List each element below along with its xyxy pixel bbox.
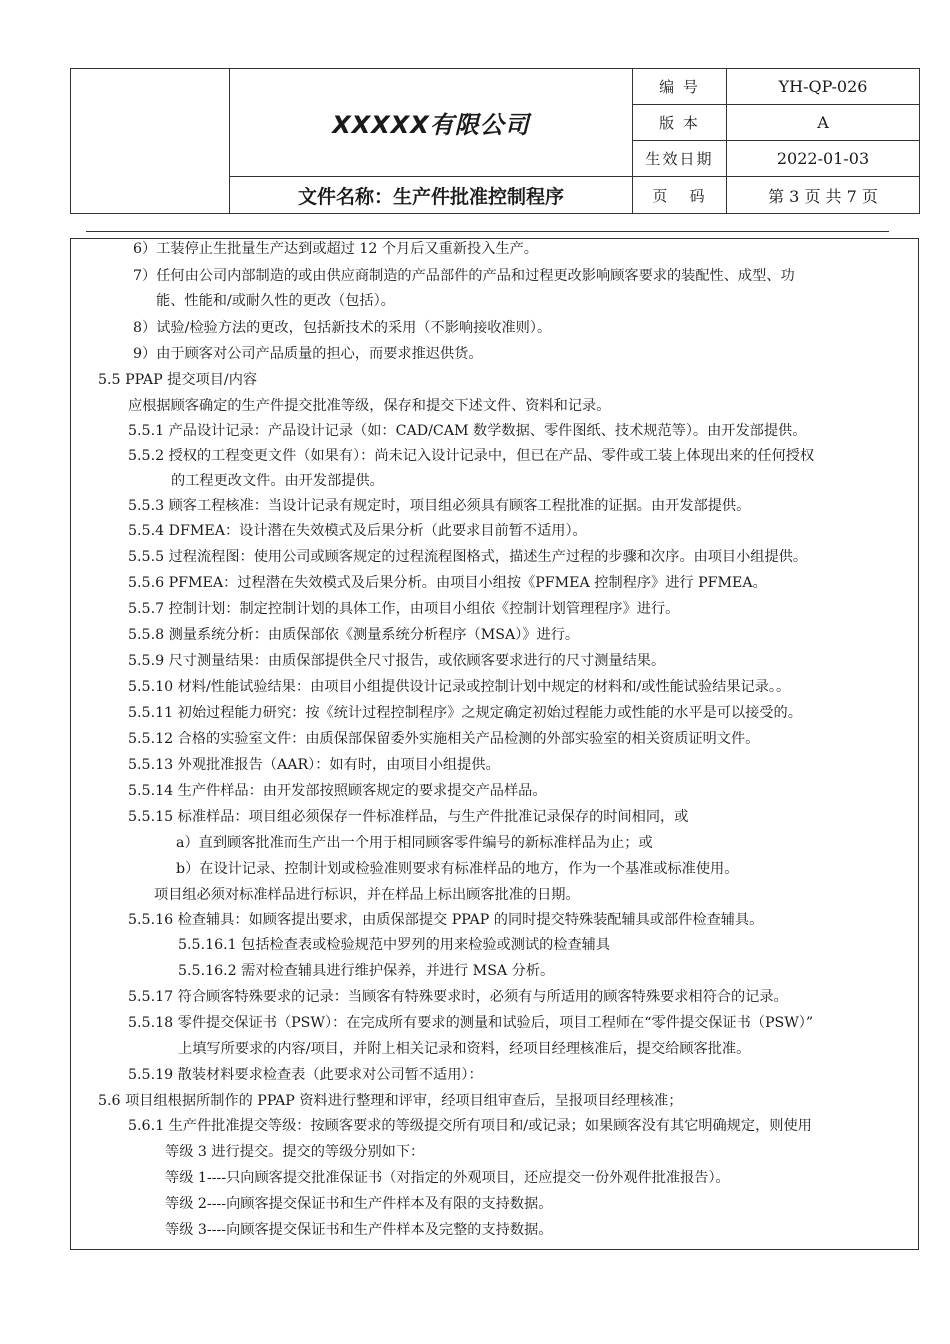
body-line: 应根据顾客确定的生产件提交批准等级，保存和提交下述文件、资料和记录。 [128, 398, 611, 414]
body-line: 5.5.9 尺寸测量结果：由质保部提供全尺寸报告，或依顾客要求进行的尺寸测量结果。 [128, 653, 666, 669]
header-logo-cell [71, 69, 230, 214]
version-value: A [727, 105, 920, 141]
body-line: 5.5.15 标准样品：项目组必须保存一件标准样品，与生产件批准记录保存的时间相同，或 [128, 809, 689, 825]
body-line: b）在设计记录、控制计划或检验准则要求有标准样品的地方，作为一个基准或标准使用。 [176, 861, 739, 877]
body-line: 6）工装停止生批量生产达到或超过 12 个月后又重新投入生产。 [133, 241, 538, 257]
body-line: 5.5.11 初始过程能力研究：按《统计过程控制程序》之规定确定初始过程能力或性能的水平是可以接受的。 [128, 705, 802, 721]
body-line: 5.5.3 顾客工程核准：当设计记录有规定时，项目组必须具有顾客工程批准的证据。由开发部提供。 [128, 498, 751, 514]
effective-date-label: 生效日期 [633, 141, 727, 177]
body-line: 等级 3 进行提交。提交的等级分别如下： [165, 1144, 425, 1160]
body-line: 5.5.16.2 需对检查辅具进行维护保养，并进行 MSA 分析。 [178, 963, 555, 979]
company-name: XXXXX有限公司 [230, 69, 633, 177]
body-line: 5.5.7 控制计划：制定控制计划的具体工作，由项目小组依《控制计划管理程序》进行。 [128, 601, 680, 617]
body-line: 等级 1----只向顾客提交批准保证书（对指定的外观项目，还应提交一份外观件批准报告）。 [165, 1170, 730, 1186]
header-separator-line [86, 231, 889, 232]
body-line: 等级 2----向顾客提交保证书和生产件样本及有限的支持数据。 [165, 1196, 553, 1212]
body-line: 7）任何由公司内部制造的或由供应商制造的产品部件的产品和过程更改影响顾客要求的装配性、成型、功 [133, 268, 795, 284]
body-line: 9）由于顾客对公司产品质量的担心，而要求推迟供货。 [133, 346, 483, 362]
body-line: 5.5.18 零件提交保证书（PSW）：在完成所有要求的测量和试验后，项目工程师在“零件提交保证书（PSW）” [128, 1015, 814, 1031]
page-label: 页 码 [633, 177, 727, 214]
doc-number-label: 编 号 [633, 69, 727, 105]
body-line: a）直到顾客批准而生产出一个用于相同顾客零件编号的新标准样品为止；或 [176, 835, 653, 851]
body-line: 5.5.16 检查辅具：如顾客提出要求，由质保部提交 PPAP 的同时提交特殊装配辅具或部件检查辅具。 [128, 912, 764, 928]
body-line: 5.5.2 授权的工程变更文件（如果有）：尚未记入设计记录中，但已在产品、零件或工装上体现出来的任何授权 [128, 448, 815, 464]
body-line: 5.5.14 生产件样品：由开发部按照顾客规定的要求提交产品样品。 [128, 783, 547, 799]
document-title: 文件名称：生产件批准控制程序 [230, 177, 633, 214]
body-line: 上填写所要求的内容/项目，并附上相关记录和资料，经项目经理核准后，提交给顾客批准。 [178, 1041, 751, 1057]
body-line: 的工程更改文件。由开发部提供。 [171, 473, 384, 489]
body-line: 5.5.1 产品设计记录：产品设计记录（如：CAD/CAM 数学数据、零件图纸、技术规范等）。由开发部提供。 [128, 423, 807, 439]
effective-date-value: 2022-01-03 [727, 141, 920, 177]
version-label: 版 本 [633, 105, 727, 141]
body-line: 等级 3----向顾客提交保证书和生产件样本及完整的支持数据。 [165, 1222, 553, 1238]
document-header-table [70, 68, 920, 214]
body-line: 5.5.19 散装材料要求检查表（此要求对公司暂不适用）： [128, 1067, 483, 1083]
body-line: 5.5.5 过程流程图：使用公司或顾客规定的过程流程图格式，描述生产过程的步骤和次序。由项目小组提供。 [128, 549, 808, 565]
doc-number-value: YH-QP-026 [727, 69, 920, 105]
page-value: 第 3 页 共 7 页 [727, 177, 920, 214]
body-line: 5.5.6 PFMEA：过程潜在失效模式及后果分析。由项目小组按《PFMEA 控制程序》进行 PFMEA。 [128, 575, 767, 591]
section-heading: 5.6 项目组根据所制作的 PPAP 资料进行整理和评审，经项目组审查后，呈报项目经理核准； [98, 1093, 683, 1109]
body-line: 5.5.12 合格的实验室文件：由质保部保留委外实施相关产品检测的外部实验室的相关资质证明文件。 [128, 731, 760, 747]
body-line: 5.6.1 生产件批准提交等级：按顾客要求的等级提交所有项目和/或记录；如果顾客没有其它明确规定，则使用 [128, 1118, 812, 1134]
body-line: 5.5.17 符合顾客特殊要求的记录：当顾客有特殊要求时，必须有与所适用的顾客特殊要求相符合的记录。 [128, 989, 788, 1005]
section-heading: 5.5 PPAP 提交项目/内容 [98, 372, 258, 388]
body-line: 5.5.8 测量系统分析：由质保部依《测量系统分析程序（MSA）》进行。 [128, 627, 580, 643]
body-line: 能、性能和/或耐久性的更改（包括）。 [156, 293, 395, 309]
body-line: 5.5.13 外观批准报告（AAR）：如有时，由项目小组提供。 [128, 757, 500, 773]
body-line: 项目组必须对标准样品进行标识，并在样品上标出顾客批准的日期。 [154, 887, 580, 903]
body-line: 5.5.16.1 包括检查表或检验规范中罗列的用来检验或测试的检查辅具 [178, 937, 611, 953]
body-line: 5.5.4 DFMEA：设计潜在失效模式及后果分析（此要求目前暂不适用）。 [128, 523, 587, 539]
body-line: 5.5.10 材料/性能试验结果：由项目小组提供设计记录或控制计划中规定的材料和/或性能试验结果记录。。 [128, 679, 791, 695]
body-line: 8）试验/检验方法的更改，包括新技术的采用（不影响接收准则）。 [133, 320, 552, 336]
